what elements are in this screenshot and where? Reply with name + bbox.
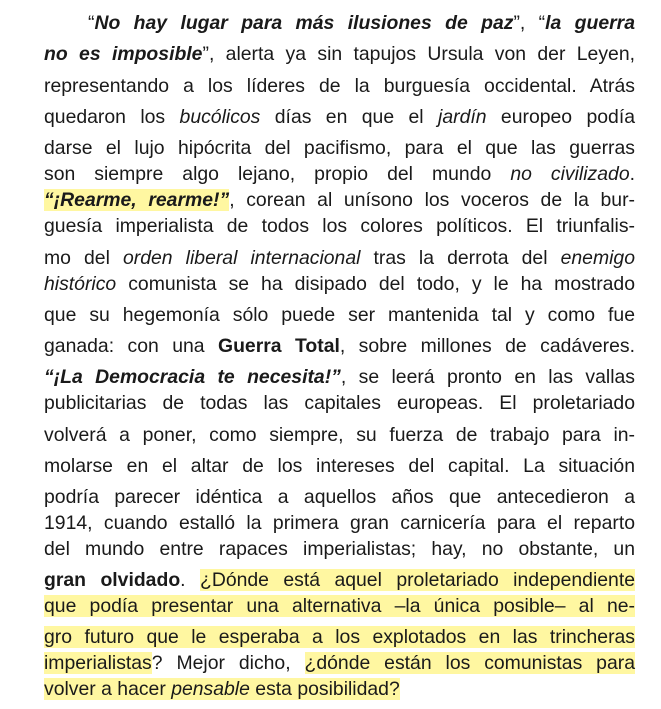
- italic-term: jardín: [438, 106, 487, 128]
- italic-term: bucólicos: [179, 106, 261, 128]
- italic-term: orden liberal internacional: [122, 247, 361, 269]
- text-span: del mundo entre rapaces imperialistas; hay, no obstante, un: [44, 538, 635, 560]
- text-line: [44, 103, 635, 131]
- highlighted-text: esta posibilidad?: [249, 678, 400, 700]
- emphasis-quote: no es imposible: [44, 43, 203, 65]
- text-span: que su hegemonía sólo puede ser mantenida tal y como fue: [44, 304, 635, 326]
- text-span: , corean al unísono los voceros de la bur-: [229, 189, 635, 211]
- highlighted-quote: “¡Rearme, rearme!”: [44, 189, 230, 211]
- highlighted-text: imperialistas: [44, 652, 152, 674]
- text-line: [44, 134, 635, 162]
- text-span: representando a los líderes de la burguesía occidental. Atrás: [44, 75, 635, 97]
- text-line: [44, 509, 635, 537]
- text-line: [44, 592, 635, 620]
- text-span: volverá a poner, como siempre, su fuerza de trabajo para in-: [44, 424, 635, 446]
- bold-term: Guerra Total: [217, 335, 340, 357]
- text-line: [44, 363, 635, 391]
- text-line: [44, 483, 635, 511]
- text-span: quedaron los: [44, 106, 180, 128]
- text-line: [44, 535, 635, 563]
- text-line: [44, 40, 635, 68]
- text-span: “: [88, 12, 95, 34]
- text-span: ”, alerta ya sin tapujos Ursula von der Leyen,: [202, 43, 635, 65]
- text-span: .: [180, 569, 200, 591]
- text-line: [44, 566, 635, 594]
- highlighted-text: volver a hacer: [44, 678, 172, 700]
- text-span: molarse en el altar de los intereses del capital. La situación: [44, 455, 635, 477]
- text-span: son siempre algo lejano, propio del mundo: [44, 163, 511, 185]
- highlighted-text: ¿Dónde está aquel proletariado independiente: [199, 569, 635, 591]
- text-span: ganada: con una: [44, 335, 218, 357]
- text-line: [44, 332, 635, 360]
- bold-term: gran olvidado: [44, 569, 181, 591]
- italic-term: histórico: [44, 273, 117, 295]
- text-line: [44, 160, 635, 188]
- text-span: ”, “: [513, 12, 546, 34]
- emphasis-quote: No hay lugar para más ilusiones de paz: [94, 12, 514, 34]
- italic-term: enemigo: [560, 247, 635, 269]
- text-span: 1914, cuando estalló la primera gran carnicería para el reparto: [44, 512, 635, 534]
- highlighted-text: gro futuro que le esperaba a los explotados en las trincheras: [44, 626, 635, 648]
- text-span: , sobre millones de cadáveres.: [339, 335, 635, 357]
- text-line: [44, 452, 635, 480]
- italic-term: no civilizado: [510, 163, 630, 185]
- highlighted-text: ¿dónde están los comunistas para: [304, 652, 635, 674]
- text-span: días en que el: [260, 106, 439, 128]
- emphasis-quote: “¡La Democracia te necesita!”: [44, 366, 341, 388]
- text-span: tras la derrota del: [360, 247, 561, 269]
- highlighted-text: que podía presentar una alternativa –la única posible– al ne-: [44, 595, 635, 617]
- text-line: [44, 675, 635, 703]
- text-span: darse el lujo hipócrita del pacifismo, para el que las guerras: [44, 137, 635, 159]
- text-span: europeo podía: [486, 106, 636, 128]
- text-line: [44, 270, 635, 298]
- text-line: [44, 72, 635, 100]
- text-span: .: [629, 163, 635, 185]
- text-line: [88, 9, 635, 37]
- text-line: [44, 244, 635, 272]
- text-line: [44, 649, 635, 677]
- emphasis-quote: la guerra: [545, 12, 635, 34]
- text-span: guesía imperialista de todos los colores políticos. El triunfalis-: [44, 215, 635, 237]
- text-line: [44, 389, 635, 417]
- highlighted-italic-term: pensable: [171, 678, 250, 700]
- text-line: [44, 301, 635, 329]
- text-line: [44, 623, 635, 651]
- text-line: [44, 421, 635, 449]
- text-line: [44, 186, 635, 214]
- text-span: comunista se ha disipado del todo, y le ha mostrado: [116, 273, 635, 295]
- text-span: publicitarias de todas las capitales europeas. El proletariado: [44, 392, 635, 414]
- text-line: [44, 212, 635, 240]
- text-span: podría parecer idéntica a aquellos años que antecedieron a: [44, 486, 635, 508]
- text-span: , se leerá pronto en las vallas: [340, 366, 635, 388]
- text-span: ? Mejor dicho,: [151, 652, 305, 674]
- text-span: mo del: [44, 247, 123, 269]
